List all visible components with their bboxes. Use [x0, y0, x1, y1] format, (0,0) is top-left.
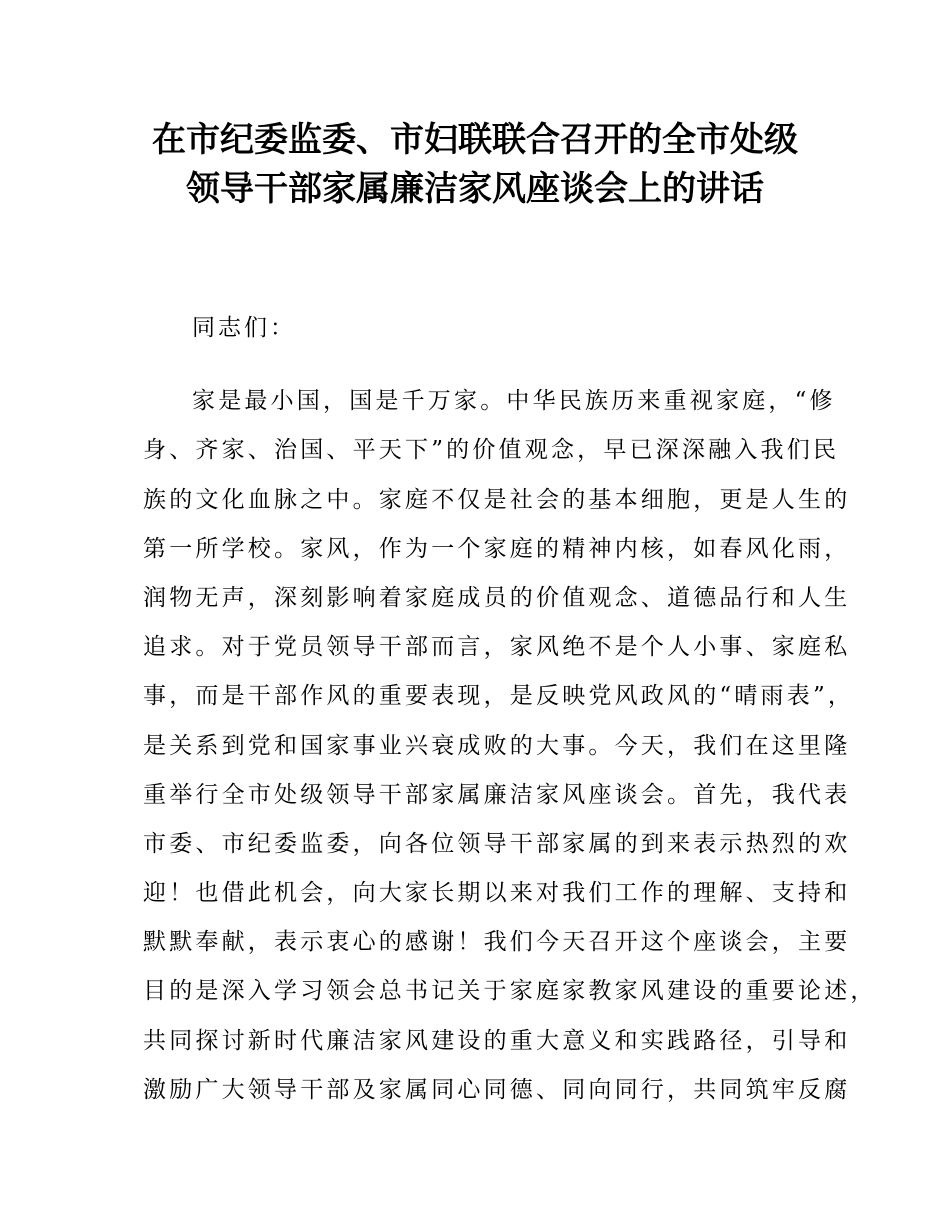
body-line: 身、齐家、治国、平天下”的价值观念，早已深深融入我们民: [143, 437, 840, 464]
paragraph-spacer: [143, 357, 843, 381]
title-line-1: 在市纪委监委、市妇联联合召开的全市处级: [152, 120, 798, 160]
body-line: 第一所学校。家风，作为一个家庭的精神内核，如春风化雨，: [143, 535, 851, 562]
body-line: 事，而是干部作风的重要表现，是反映党风政风的“晴雨表”，: [143, 683, 855, 710]
document-title: [60, 116, 890, 214]
body-line: 默默奉献，表示衷心的感谢！我们今天召开这个座谈会，主要: [143, 929, 851, 956]
document-body: [143, 308, 877, 1119]
body-line: 市委、市纪委监委，向各位领导干部家属的到来表示热烈的欢: [143, 830, 851, 857]
body-line: 是关系到党和国家事业兴衰成败的大事。今天，我们在这里隆: [143, 732, 851, 759]
body-line: 迎！也借此机会，向大家长期以来对我们工作的理解、支持和: [143, 880, 851, 907]
body-line: 族的文化血脉之中。家庭不仅是社会的基本细胞，更是人生的: [143, 486, 851, 513]
salutation: 同志们：: [192, 315, 296, 341]
body-line: 目的是深入学习领会总书记关于家庭家教家风建设的重要论述，: [143, 978, 877, 1005]
body-line: 家是最小国，国是千万家。中华民族历来重视家庭，“修: [192, 388, 836, 415]
title-line-2: 领导干部家属廉洁家风座谈会上的讲话: [186, 169, 764, 209]
body-line: 追求。对于党员领导干部而言，家风绝不是个人小事、家庭私: [143, 634, 851, 661]
body-line: 激励广大领导干部及家属同心同德、同向同行，共同筑牢反腐: [143, 1076, 851, 1103]
body-line: 共同探讨新时代廉洁家风建设的重大意义和实践路径，引导和: [143, 1027, 851, 1054]
body-line: 润物无声，深刻影响着家庭成员的价值观念、道德品行和人生: [143, 584, 851, 611]
body-line: 重举行全市处级领导干部家属廉洁家风座谈会。首先，我代表: [143, 781, 851, 808]
